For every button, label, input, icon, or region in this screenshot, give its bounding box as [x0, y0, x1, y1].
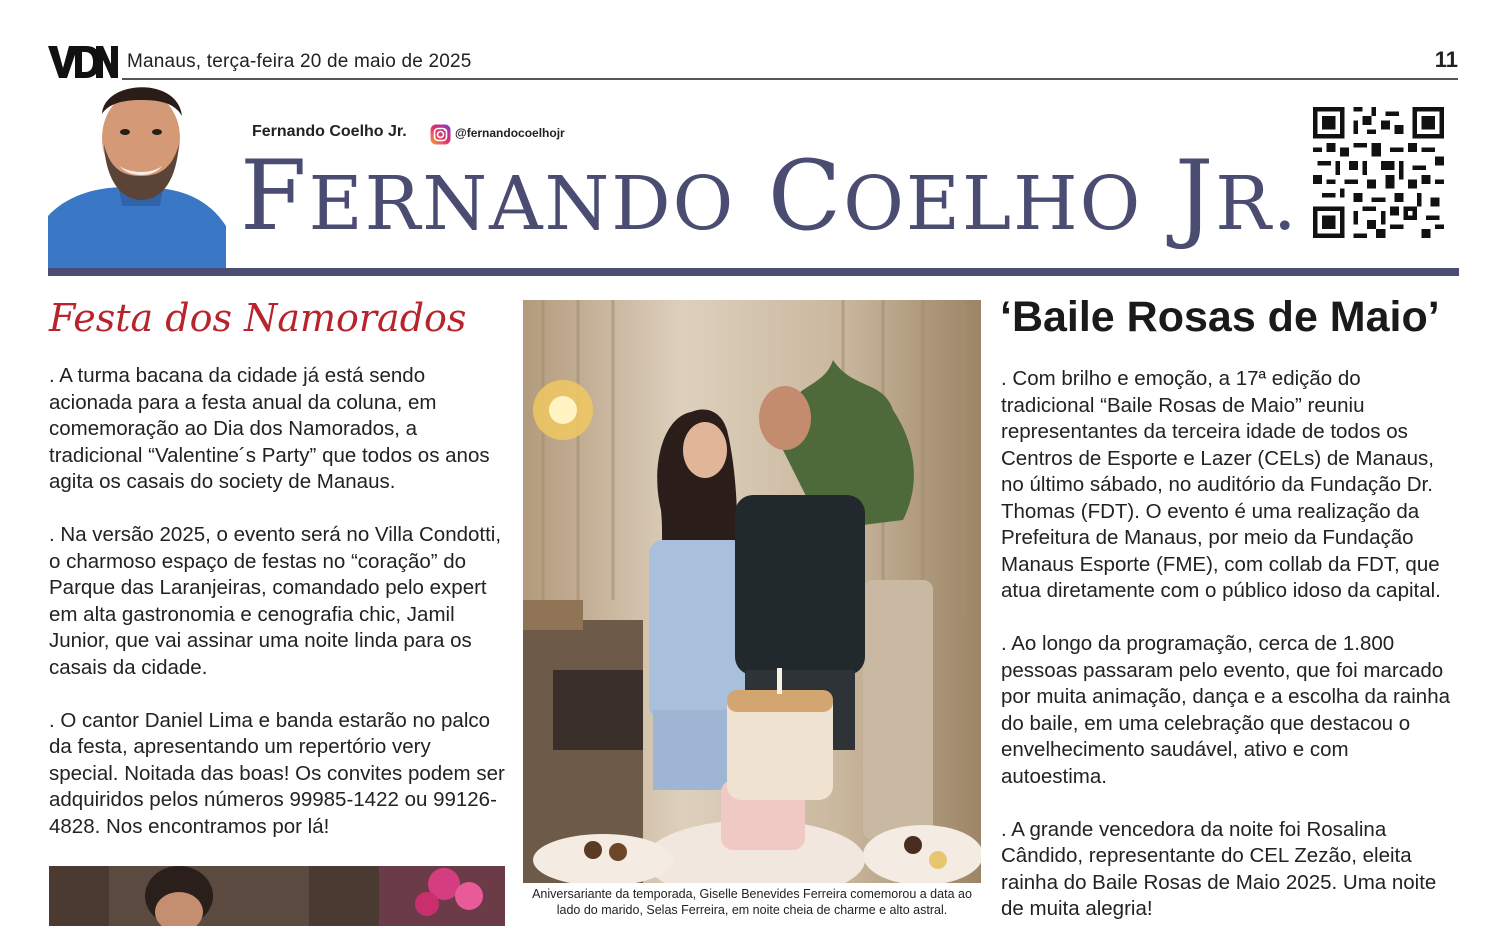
photo-caption: Aniversariante da temporada, Giselle Benevides Ferreira comemorou a data ao lado do marido, Selas Ferreira, em noite cheia de charme e alto astral.: [532, 887, 972, 917]
paragraph: . Ao longo da programação, cerca de 1.800 pessoas passaram pelo evento, que foi marcado por muita animação, dança e a escolha da rainha do baile, em uma celebração que destacou o envelhecimento saudável, ativo e com autoestima.: [1001, 632, 1451, 788]
right-article-body: [1001, 366, 1457, 949]
paragraph: . O cantor Daniel Lima e banda estarão no palco da festa, apresentando um repertório very special. Noitada das boas! Os convites podem ser adquiridos pelos números 99985-1422 ou 99126-4828. Nos encontramos por lá!: [49, 708, 505, 838]
author-name: Fernando Coelho Jr.: [252, 123, 407, 140]
masthead-initial: J: [1174, 140, 1216, 252]
masthead-initial: C: [767, 140, 844, 252]
instagram-handle: @fernandocoelhojr: [455, 126, 565, 140]
header-rule: [48, 268, 1459, 276]
top-divider: [122, 78, 1458, 80]
right-article-title: ‘Baile Rosas de Maio’: [1000, 293, 1440, 341]
paragraph: . A turma bacana da cidade já está sendo acionada para a festa anual da coluna, em comemoração ao Dia dos Namorados, a tradicional “Valentine´s Party” que todos os anos agita os casais do society de Manaus.: [49, 364, 490, 493]
column-masthead: [240, 140, 1299, 260]
birthday-couple-photo: [523, 300, 981, 883]
partial-event-photo: [49, 866, 505, 926]
masthead-smallcaps: OELHO: [843, 161, 1143, 247]
paragraph: . A grande vencedora da noite foi Rosalina Cândido, representante do CEL Zezão, eleita rainha do Baile Rosas de Maio 2025. Uma noite de muita alegria!: [1001, 817, 1437, 920]
columnist-portrait: [48, 66, 226, 272]
qr-code: [1313, 107, 1444, 238]
left-article-body: [49, 363, 505, 867]
page-number: 11: [1434, 47, 1458, 72]
paragraph: . Na versão 2025, o evento será no Villa Condotti, o charmoso espaço de festas no “coração” do Parque das Laranjeiras, comandado pelo expert em alta gastronomia e cenografia chic, Jamil Junior, que vai assinar uma noite linda para os casais da cidade.: [49, 523, 502, 679]
paragraph: . Com brilho e emoção, a 17ª edição do tradicional “Baile Rosas de Maio” reuniu representantes da terceira idade de todos os Centros de Esporte e Lazer (CELs) de Manaus, no último sábado, no auditório da Fundação Dr. Thomas (FDT). O evento é uma realização da Prefeitura de Manaus, por meio da Fundação Manaus Esporte (FME), com collab da FDT, que atua diretamente com o público idoso da capital.: [1001, 367, 1441, 602]
left-article-title: Festa dos Namorados: [49, 296, 467, 340]
masthead-smallcaps: ERNANDO: [308, 161, 736, 247]
masthead-initial: F: [240, 140, 309, 252]
masthead-smallcaps: R.: [1215, 161, 1299, 247]
dateline: Manaus, terça-feira 20 de maio de 2025: [127, 51, 472, 72]
